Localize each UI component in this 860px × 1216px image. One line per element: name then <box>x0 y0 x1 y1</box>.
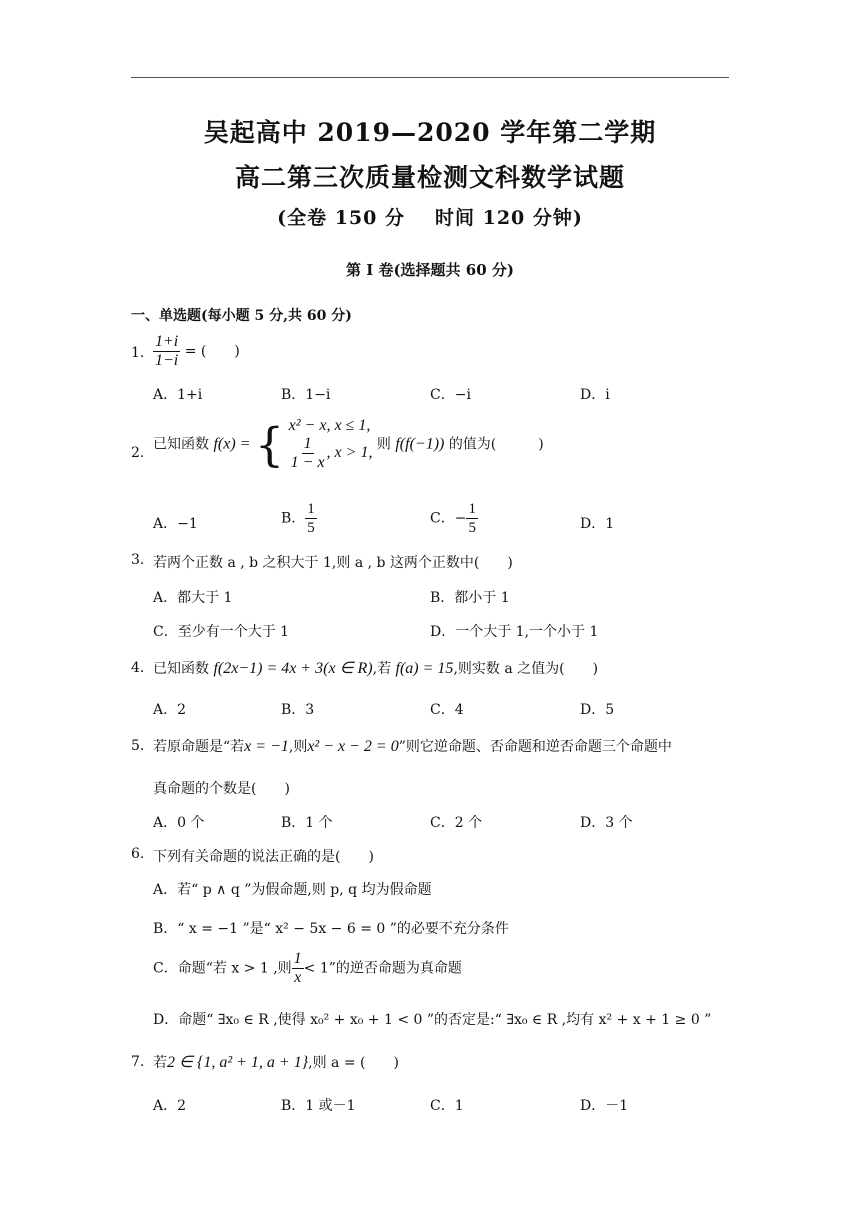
q5-option-a: A．0 个 <box>153 815 205 831</box>
exam-meta <box>0 203 860 230</box>
q2-number: 2. <box>131 445 145 461</box>
q5-stem: 若原命题是“若x = −1,则x² − x − 2 = 0”则它逆命题、否命题和逆否命题三个命题中 <box>153 738 672 755</box>
q2-option-b: B． $\frac{1}{5}$ <box>281 501 315 536</box>
q5-stem-line2: 真命题的个数是( ) <box>153 781 290 797</box>
q3-number: 3. <box>131 552 145 568</box>
q5-option-b: B．1 个 <box>281 815 333 831</box>
q4-condition: f(a) = 15 <box>395 660 454 677</box>
q7-option-d: D．－1 <box>580 1098 629 1114</box>
q2-piecewise: x² − x, x ≤ 1, $\frac{1}{1 - x}$ , x > 1, <box>288 417 373 471</box>
q7-stem: 若2 ∈ {1, a² + 1, a + 1},则 a = ( ) <box>153 1054 399 1071</box>
q7-number: 7. <box>131 1054 145 1070</box>
q6-option-c: C．命题“若 x > 1 ,则 $\frac{1}{x}$ < 1”的逆否命题为真命题 <box>153 950 462 986</box>
section-heading: 一、单选题(每小题 5 分,共 60 分) <box>131 308 352 324</box>
q3-stem: 若两个正数 a , b 之积大于 1,则 a , b 这两个正数中( ) <box>153 555 513 571</box>
q1-fraction: $\frac{1+i}{1-i}$ <box>155 333 179 369</box>
q2-option-a: A．−1 <box>153 516 198 532</box>
q4-option-d: D．5 <box>580 702 615 718</box>
q3-option-b: B．都小于 1 <box>430 590 510 606</box>
q2-stem: 已知函数 f(x) = { x² − x, x ≤ 1, $\frac{1}{1 - x}$ , x > 1, 则 f(f(−1)) 的值为( ) <box>153 417 544 472</box>
q3-option-d: D．一个大于 1,一个小于 1 <box>430 624 599 640</box>
q1-option-a: A．1+i <box>153 387 203 403</box>
q6-option-b: B．“ x = −1 ”是“ x² − 5x − 6 = 0 ”的必要不充分条件 <box>153 921 509 937</box>
q4-option-c: C．4 <box>430 702 464 718</box>
q7-set-expression: 2 ∈ {1, a² + 1, a + 1} <box>167 1054 309 1071</box>
q1-stem <box>153 333 240 370</box>
q6-number: 6. <box>131 846 145 862</box>
q5-number: 5. <box>131 738 145 754</box>
q1-stem-tail: = ( ) <box>184 343 240 360</box>
q2-option-d: D．1 <box>580 516 615 532</box>
q2-composite: f(f(−1)) <box>395 435 445 453</box>
q6-stem: 下列有关命题的说法正确的是( ) <box>153 849 374 865</box>
q7-option-c: C．1 <box>430 1098 464 1114</box>
q1-number: 1. <box>131 345 145 361</box>
q2-brace: { <box>254 417 285 472</box>
q4-option-a: A．2 <box>153 702 187 718</box>
q7-option-b: B．1 或－1 <box>281 1098 356 1114</box>
q1-option-c: C．−i <box>430 387 471 403</box>
exam-time: 时间 120 分钟) <box>435 207 583 229</box>
q4-stem: 已知函数 f(2x−1) = 4x + 3(x ∈ R),若 f(a) = 15,则实数 a 之值为( ) <box>153 660 599 677</box>
q5-option-c: C．2 个 <box>430 815 483 831</box>
q4-option-b: B．3 <box>281 702 315 718</box>
q2-option-c: C．− $\frac{1}{5}$ <box>430 501 476 536</box>
exam-total-score: (全卷 150 分 <box>277 207 405 229</box>
q4-expression: f(2x−1) = 4x + 3(x ∈ R) <box>213 660 373 677</box>
q2-function-lhs: f(x) = <box>213 435 251 453</box>
q3-option-c: C．至少有一个大于 1 <box>153 624 290 640</box>
exam-title-line1: 吴起高中 2019—2020 学年第二学期 <box>203 118 657 147</box>
header-rule <box>131 77 729 78</box>
q4-number: 4. <box>131 660 145 676</box>
q7-option-a: A．2 <box>153 1098 187 1114</box>
q3-option-a: A．都大于 1 <box>153 590 233 606</box>
q1-option-b: B．1−i <box>281 387 331 403</box>
volume-heading: 第 I 卷(选择题共 60 分) <box>346 261 514 279</box>
q6-option-d: D．命题“ ∃x₀ ∈ R ,使得 x₀² + x₀ + 1 < 0 ”的否定是:“ ∃x₀ ∈ R ,均有 x² + x + 1 ≥ 0 ” <box>153 1012 712 1028</box>
q1-option-d: D．i <box>580 387 610 403</box>
q5-option-d: D．3 个 <box>580 815 633 831</box>
exam-title-line2: 高二第三次质量检测文科数学试题 <box>234 163 625 192</box>
q6-option-a: A．若“ p ∧ q ”为假命题,则 p, q 均为假命题 <box>153 882 432 898</box>
